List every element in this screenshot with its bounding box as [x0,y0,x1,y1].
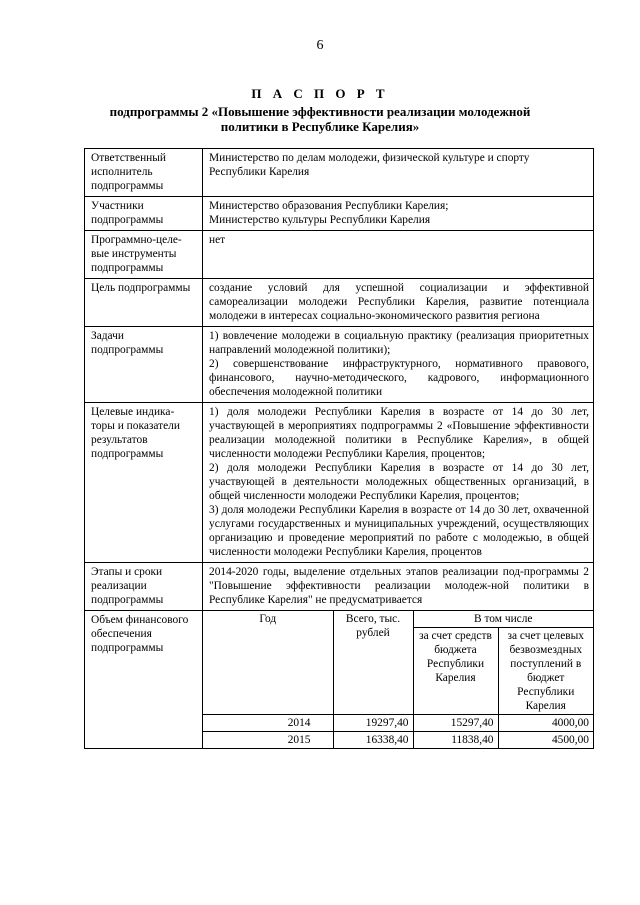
row-label: Ответственный исполнитель подпрограммы [85,149,203,197]
header-grants: за счет целевых безвозмездных поступлений в бюджет Республики Карелия [498,628,593,715]
row-value [203,403,594,563]
cell-budget: 11838,40 [413,732,498,749]
finance-table [203,611,593,748]
page-number: 6 [316,38,324,53]
header-including: В том числе [413,611,593,628]
cell-budget: 15297,40 [413,715,498,732]
row-stages [85,563,594,611]
row-label: Задачи подпрограммы [85,327,203,403]
cell-total: 16338,40 [333,732,413,749]
row-label: Участники подпрограммы [85,197,203,231]
cell-grants: 4000,00 [498,715,593,732]
participant-line: Министерство культуры Республики Карелия [209,214,431,226]
row-participants [85,197,594,231]
finance-data-row [203,732,593,749]
finance-cell [203,611,594,749]
row-label: Цель подпрограммы [85,279,203,327]
row-label: Этапы и сроки реализации подпрограммы [85,563,203,611]
row-indicators [85,403,594,563]
cell-year: 2015 [203,732,333,749]
document-title: П А С П О Р Т [251,86,389,101]
row-value: создание условий для успешной социализации и эффективной самореализации молодежи Республики Карелия, развитие потенциала молодежи в интересах социально-экономического развития региона [203,279,594,327]
cell-total: 19297,40 [333,715,413,732]
row-value [203,197,594,231]
row-label: Целевые индика-торы и показатели результатов подпрограммы [85,403,203,563]
indicator-item: 2) доля молодежи Республики Карелия в возрасте от 14 до 30 лет, участвующей в деятельности молодежных общественных организаций, в общей численности молодежи Республики Карелия, процентов; [209,462,589,502]
row-tasks [85,327,594,403]
cell-grants: 4500,00 [498,732,593,749]
document-subtitle: подпрограммы 2 «Повышение эффективности реализации молодежной политики в Республике Карелия» [109,104,531,134]
passport-table [84,148,594,749]
row-finance [85,611,594,749]
row-program-tools [85,231,594,279]
cell-year: 2014 [203,715,333,732]
row-value: 2014-2020 годы, выделение отдельных этапов реализации под-программы 2 "Повышение эффективности реализации молодеж-ной политики в Республике Карелия" не предусматривается [203,563,594,611]
task-item: 1) вовлечение молодежи в социальную практику (реализация приоритетных направлений молодежной политики); [209,330,589,356]
finance-data-row [203,715,593,732]
row-value: Министерство по делам молодежи, физической культуре и спорту Республики Карелия [203,149,594,197]
row-label: Объем финансового обеспечения подпрограммы [85,611,203,749]
row-value [203,327,594,403]
header-budget: за счет средств бюджета Республики Карелия [413,628,498,715]
row-responsible-executor [85,149,594,197]
row-goal [85,279,594,327]
header-year: Год [203,611,333,715]
finance-header-row [203,611,593,628]
task-item: 2) совершенствование инфраструктурного, нормативного правового, финансового, научно-методического, кадрового, информационного обеспечения молодежной политики [209,358,589,398]
row-label: Программно-целе-вые инструменты подпрограммы [85,231,203,279]
indicator-item: 3) доля молодежи Республики Карелия в возрасте от 14 до 30 лет, охваченной услугами государственных и муниципальных учреждений, осуществляющих организацию и проведение мероприятий по работе с молодежью, в общей численности молодежи Республики Карелия, процентов [209,504,589,558]
indicator-item: 1) доля молодежи Республики Карелия в возрасте от 14 до 30 лет, участвующей в мероприятиях подпрограммы 2 «Повышение эффективности реализации молодежной политики в Республике Карелия», в общей численности молодежи Республики Карелия, процентов; [209,406,589,460]
header-total: Всего, тыс. рублей [333,611,413,715]
participant-line: Министерство образования Республики Карелия; [209,200,449,212]
row-value: нет [203,231,594,279]
